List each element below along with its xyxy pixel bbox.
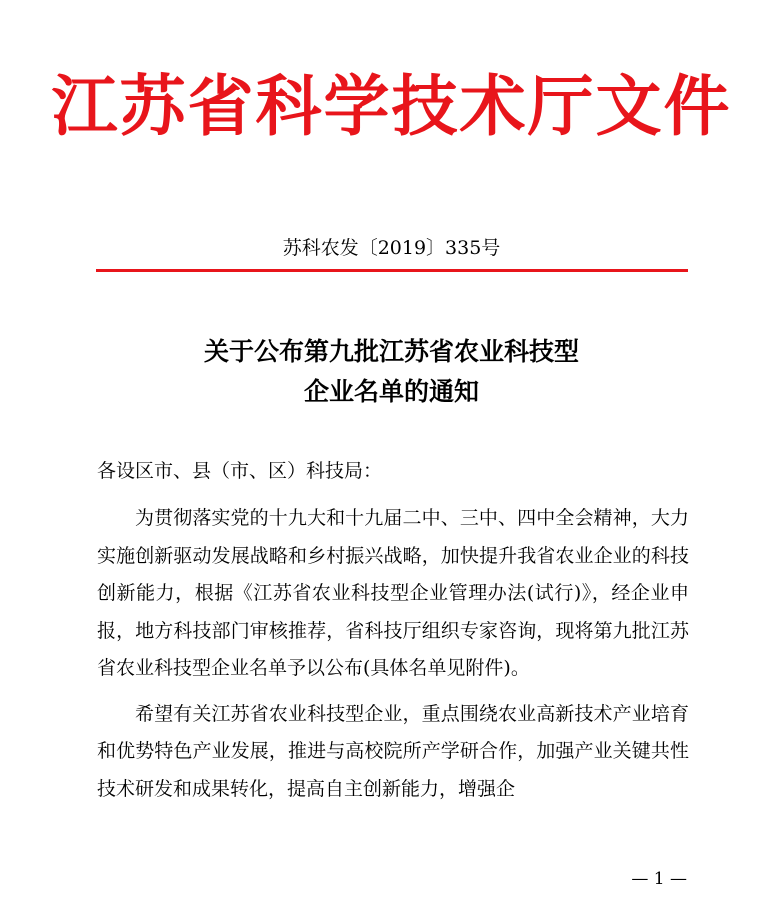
body-paragraph-1: 为贯彻落实党的十九大和十九届二中、三中、四中全会精神，大力实施创新驱动发展战略和乡村振兴战略，加快提升我省农业企业的科技创新能力，根据《江苏省农业科技型企业管理办法(试行)》，经企业申报，地方科技部门审核推荐，省科技厅组织专家咨询，现将第九批江苏省农业科技型企业名单予以公布(具体名单见附件)。 bbox=[97, 507, 689, 679]
body-text bbox=[97, 500, 689, 808]
document-number: 苏科农发〔2019〕335号 bbox=[282, 237, 501, 259]
salutation: 各设区市、县（市、区）科技局： bbox=[97, 460, 383, 482]
document-title bbox=[0, 332, 783, 412]
body-paragraph-2: 希望有关江苏省农业科技型企业，重点围绕农业高新技术产业培育和优势特色产业发展，推进与高校院所产学研合作，加强产业关键共性技术研发和成果转化，提高自主创新能力，增强企 bbox=[97, 702, 689, 800]
title-line-1: 关于公布第九批江苏省农业科技型 bbox=[203, 337, 579, 366]
masthead-title: 江苏省科学技术厅文件 bbox=[51, 68, 732, 145]
red-divider-line bbox=[96, 269, 688, 272]
title-line-2: 企业名单的通知 bbox=[303, 377, 479, 406]
page-number: — 1 — bbox=[631, 869, 687, 889]
